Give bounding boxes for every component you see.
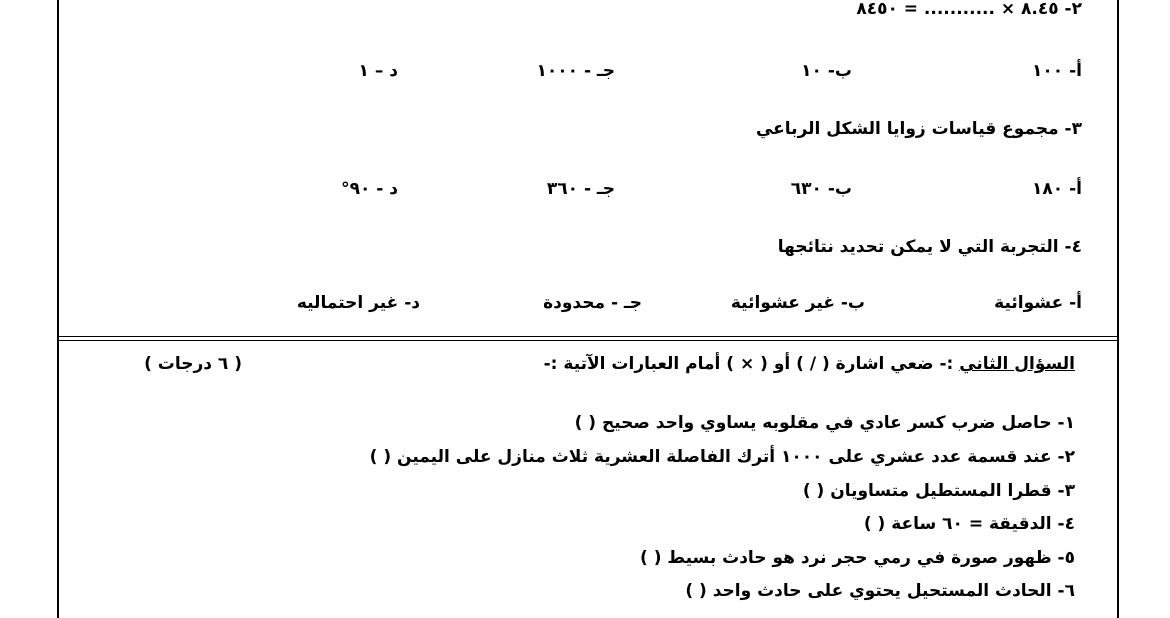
statement-1: ١- حاصل ضرب كسر عادي في مقلوبه يساوي واحد صحيح ( ) <box>574 413 1075 433</box>
grade-label: ( ٦ درجات ) <box>144 354 242 374</box>
q4-option-b: ب- غير عشوائية <box>730 293 865 313</box>
question-3: ٣- مجموع قياسات زوايا الشكل الرباعي <box>755 119 1082 139</box>
q2-option-d: د – ١ <box>358 61 398 81</box>
section-2-header <box>544 353 1075 375</box>
statement-3: ٣- قطرا المستطيل متساويان ( ) <box>802 481 1075 501</box>
q4-option-c: جـ - محدودة <box>543 293 642 313</box>
statement-4: ٤- الدقيقة = ٦٠ ساعة ( ) <box>863 514 1075 534</box>
section-divider <box>57 336 1117 337</box>
question-4: ٤- التجربة التي لا يمكن تحديد نتائجها <box>777 237 1082 257</box>
section-divider <box>57 340 1117 341</box>
q2-option-b: ب- ١٠ <box>801 61 852 81</box>
question-2 <box>856 0 1082 20</box>
q2-option-c: جـ - ١٠٠٠ <box>536 61 615 81</box>
section-instruction: :- ضعي اشارة ( / ) أو ( × ) أمام العبارات الآتية :- <box>543 354 954 374</box>
question-text: ٢- ٨.٤٥ × ........... = ٨٤٥٠ <box>856 0 1082 19</box>
statement-2: ٢- عند قسمة عدد عشري على ١٠٠٠ أترك الفاصلة العشرية ثلاث منازل على اليمين ( ) <box>369 447 1075 467</box>
q3-option-c: جـ - ٣٦٠ <box>546 179 615 199</box>
q4-option-a: أ- عشوائية <box>994 293 1082 313</box>
q3-option-d: د - ٩٠° <box>341 179 398 199</box>
q3-option-b: ب- ٦٣٠ <box>790 179 852 199</box>
section-heading: السؤال الثاني <box>959 354 1075 374</box>
q2-option-a: أ- ١٠٠ <box>1032 61 1082 81</box>
statement-6: ٦- الحادث المستحيل يحتوي على حادث واحد ( ) <box>685 581 1075 601</box>
q3-option-a: أ- ١٨٠ <box>1032 179 1082 199</box>
statement-5: ٥- ظهور صورة في رمي حجر نرد هو حادث بسيط ( ) <box>640 548 1075 568</box>
q4-option-d: د- غير احتماليه <box>296 293 420 313</box>
